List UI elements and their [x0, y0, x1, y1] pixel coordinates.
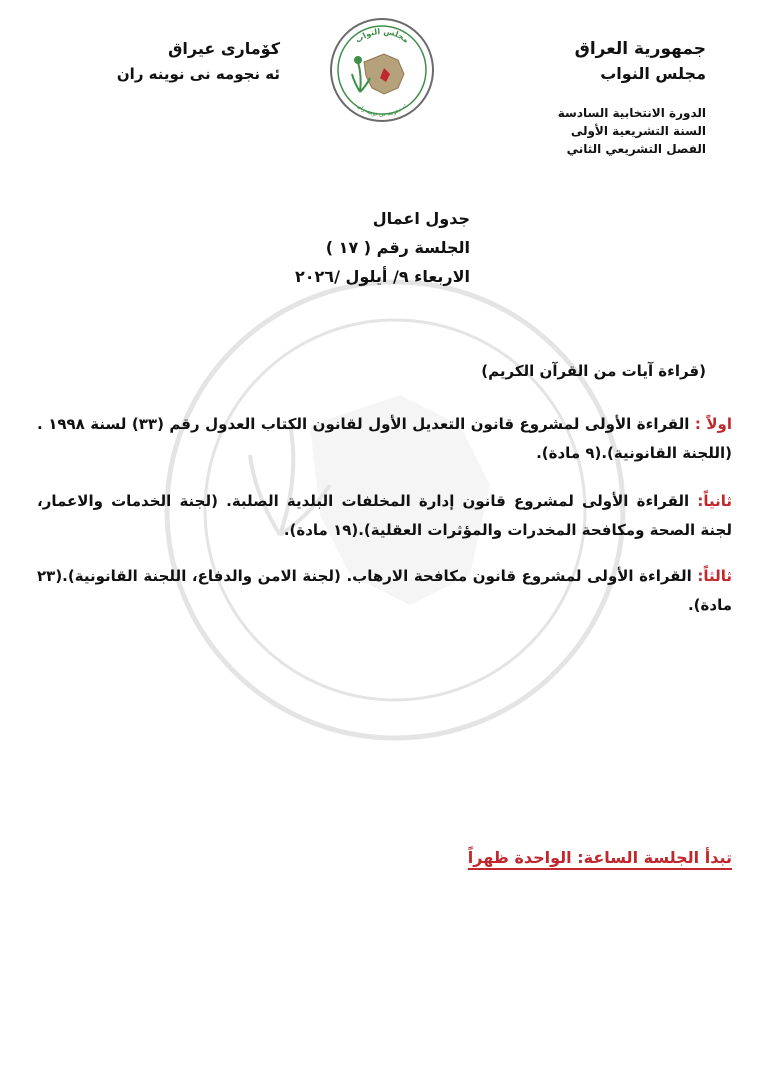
legislative-chapter: الفصل التشريعي الثاني	[566, 142, 706, 156]
opening-line: (قراءة آيات من القرآن الكريم)	[481, 362, 706, 380]
agenda-item-text: القراءة الأولى لمشروع قانون التعديل الأول لقانون الكتاب العدول رقم (٣٣) لسنة ١٩٩٨ . (اللجنة القانونية).(٩ مادة).	[37, 415, 732, 462]
agenda-item-number: اولاً :	[694, 415, 732, 433]
header-left	[70, 36, 280, 86]
agenda-item-text: القراءة الأولى لمشروع قانون إدارة المخلفات البلدية الصلبة. (لجنة الخدمات والاعمار، لجنة الصحة ومكافحة المخدرات والمؤثرات العقلية).(١٩ مادة).	[37, 492, 732, 539]
seal-bottom-text: ئه نجومه نى نوينه ران	[355, 102, 409, 119]
seal-top-text: مجلس النواب	[353, 26, 411, 45]
agenda-item	[37, 487, 732, 545]
council-name: مجلس النواب	[600, 64, 706, 83]
session-number: الجلسة رقم ( ١٧ )	[325, 238, 470, 257]
agenda-item-number: ثانياً:	[697, 492, 732, 510]
agenda-item-text: القراءة الأولى لمشروع قانون مكافحة الارهاب. (لجنة الامن والدفاع، اللجنة القانونية).(٢٣ مادة).	[37, 567, 732, 614]
agenda-heading: جدول اعمال	[372, 209, 470, 228]
session-start-time: تبدأ الجلسة الساعة: الواحدة ظهراً	[467, 848, 732, 867]
agenda-item	[37, 562, 732, 620]
agenda-item	[37, 410, 732, 468]
legislative-year: السنة التشريعية الأولى	[570, 124, 706, 138]
session-date: الاربعاء ٩/ أيلول /٢٠٢٦	[295, 267, 470, 286]
header-right	[476, 36, 706, 158]
republic-name: جمهورية العراق	[574, 39, 706, 59]
agenda-title-block	[200, 204, 470, 291]
council-name-kurdish: ئه نجومه نى نوينه ران	[116, 65, 280, 83]
council-seal-icon	[328, 16, 436, 124]
agenda-item-number: ثالثاً:	[697, 567, 733, 585]
republic-name-kurdish: كۆمارى عيراق	[168, 39, 280, 58]
session-term: الدورة الانتخابية السادسة	[557, 106, 706, 120]
